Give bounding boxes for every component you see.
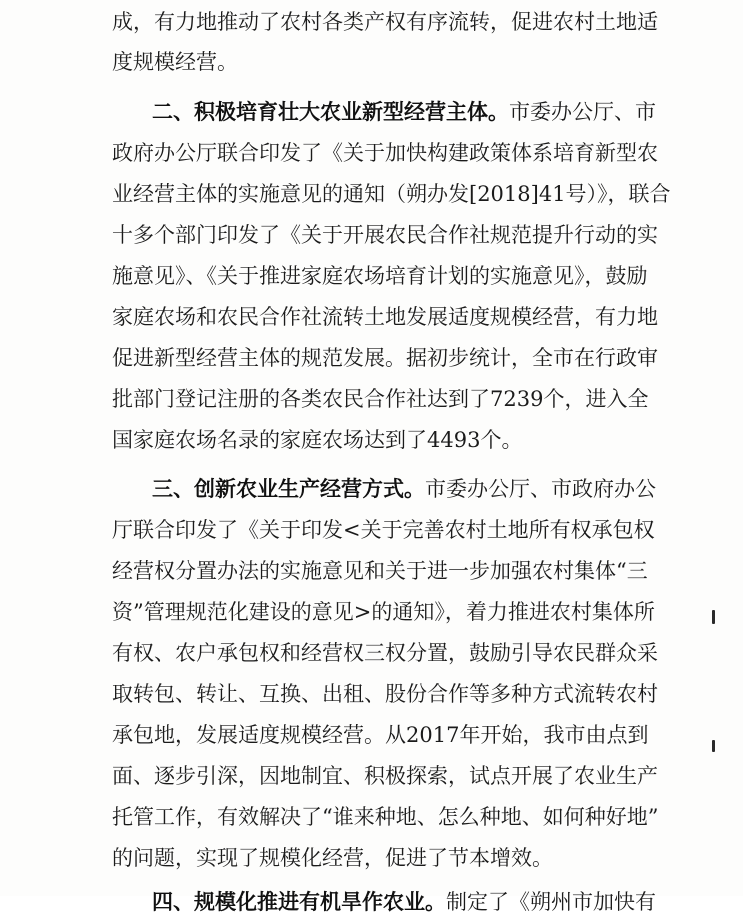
section-heading-line	[152, 882, 656, 922]
paragraph-line-1: 成，有力地推动了农村各类产权有序流转，促进农村土地适	[112, 10, 658, 34]
paragraph-line-15: 资”管理规范化建设的意见>的通知》，着力推进农村集体所	[112, 600, 655, 624]
paragraph-line-20: 托管工作，有效解决了“谁来种地、怎么种地、如何种好地”	[112, 805, 659, 829]
paragraph-line-7: 施意见》、《关于推进家庭农场培育计划的实施意见》，鼓励	[112, 264, 648, 288]
section-heading-line	[152, 92, 656, 132]
scan-mark	[712, 610, 715, 624]
scan-mark	[712, 740, 715, 752]
paragraph-line-5: 业经营主体的实施意见的通知（朔办发[2018]41号）》，联合	[112, 182, 671, 206]
section-2-heading: 积极培育壮大农业新型经营主体。	[194, 100, 509, 124]
section-2-text: 市委办公厅、市	[509, 100, 656, 124]
paragraph-line-4: 政府办公厅联合印发了《关于加快构建政策体系培育新型农	[112, 141, 658, 165]
paragraph-line-9: 促进新型经营主体的规范发展。据初步统计，全市在行政审	[112, 346, 658, 370]
paragraph-line-8: 家庭农场和农民合作社流转土地发展适度规模经营，有力地	[112, 305, 658, 329]
section-4-heading-prefix: 四、	[152, 890, 194, 914]
section-3-heading: 创新农业生产经营方式。	[194, 477, 425, 501]
section-4-heading: 规模化推进有机旱作农业。	[194, 890, 446, 914]
paragraph-line-10: 批部门登记注册的各类农民合作社达到了7239个，进入全	[112, 387, 649, 411]
section-heading-line	[152, 469, 656, 509]
paragraph-line-17: 取转包、转让、互换、出租、股份合作等多种方式流转农村	[112, 682, 658, 706]
paragraph-line-2: 度规模经营。	[112, 50, 238, 74]
section-3-heading-prefix: 三、	[152, 477, 194, 501]
paragraph-line-14: 经营权分置办法的实施意见和关于进一步加强农村集体“三	[112, 559, 648, 583]
paragraph-line-16: 有权、农户承包权和经营权三权分置，鼓励引导农民群众采	[112, 641, 658, 665]
paragraph-line-19: 面、逐步引深，因地制宜、积极探索，试点开展了农业生产	[112, 764, 658, 788]
section-3-text: 市委办公厅、市政府办公	[425, 477, 656, 501]
paragraph-line-18: 承包地，发展适度规模经营。从2017年开始，我市由点到	[112, 723, 649, 747]
section-2-heading-prefix: 二、	[152, 100, 194, 124]
paragraph-line-11: 国家庭农场名录的家庭农场达到了4493个。	[112, 428, 523, 452]
section-4-text: 制定了《朔州市加快有	[446, 890, 656, 914]
paragraph-line-21: 的问题，实现了规模化经营，促进了节本增效。	[112, 846, 553, 870]
paragraph-line-13: 厅联合印发了《关于印发<关于完善农村土地所有权承包权	[112, 518, 655, 542]
paragraph-line-6: 十多个部门印发了《关于开展农民合作社规范提升行动的实	[112, 223, 658, 247]
